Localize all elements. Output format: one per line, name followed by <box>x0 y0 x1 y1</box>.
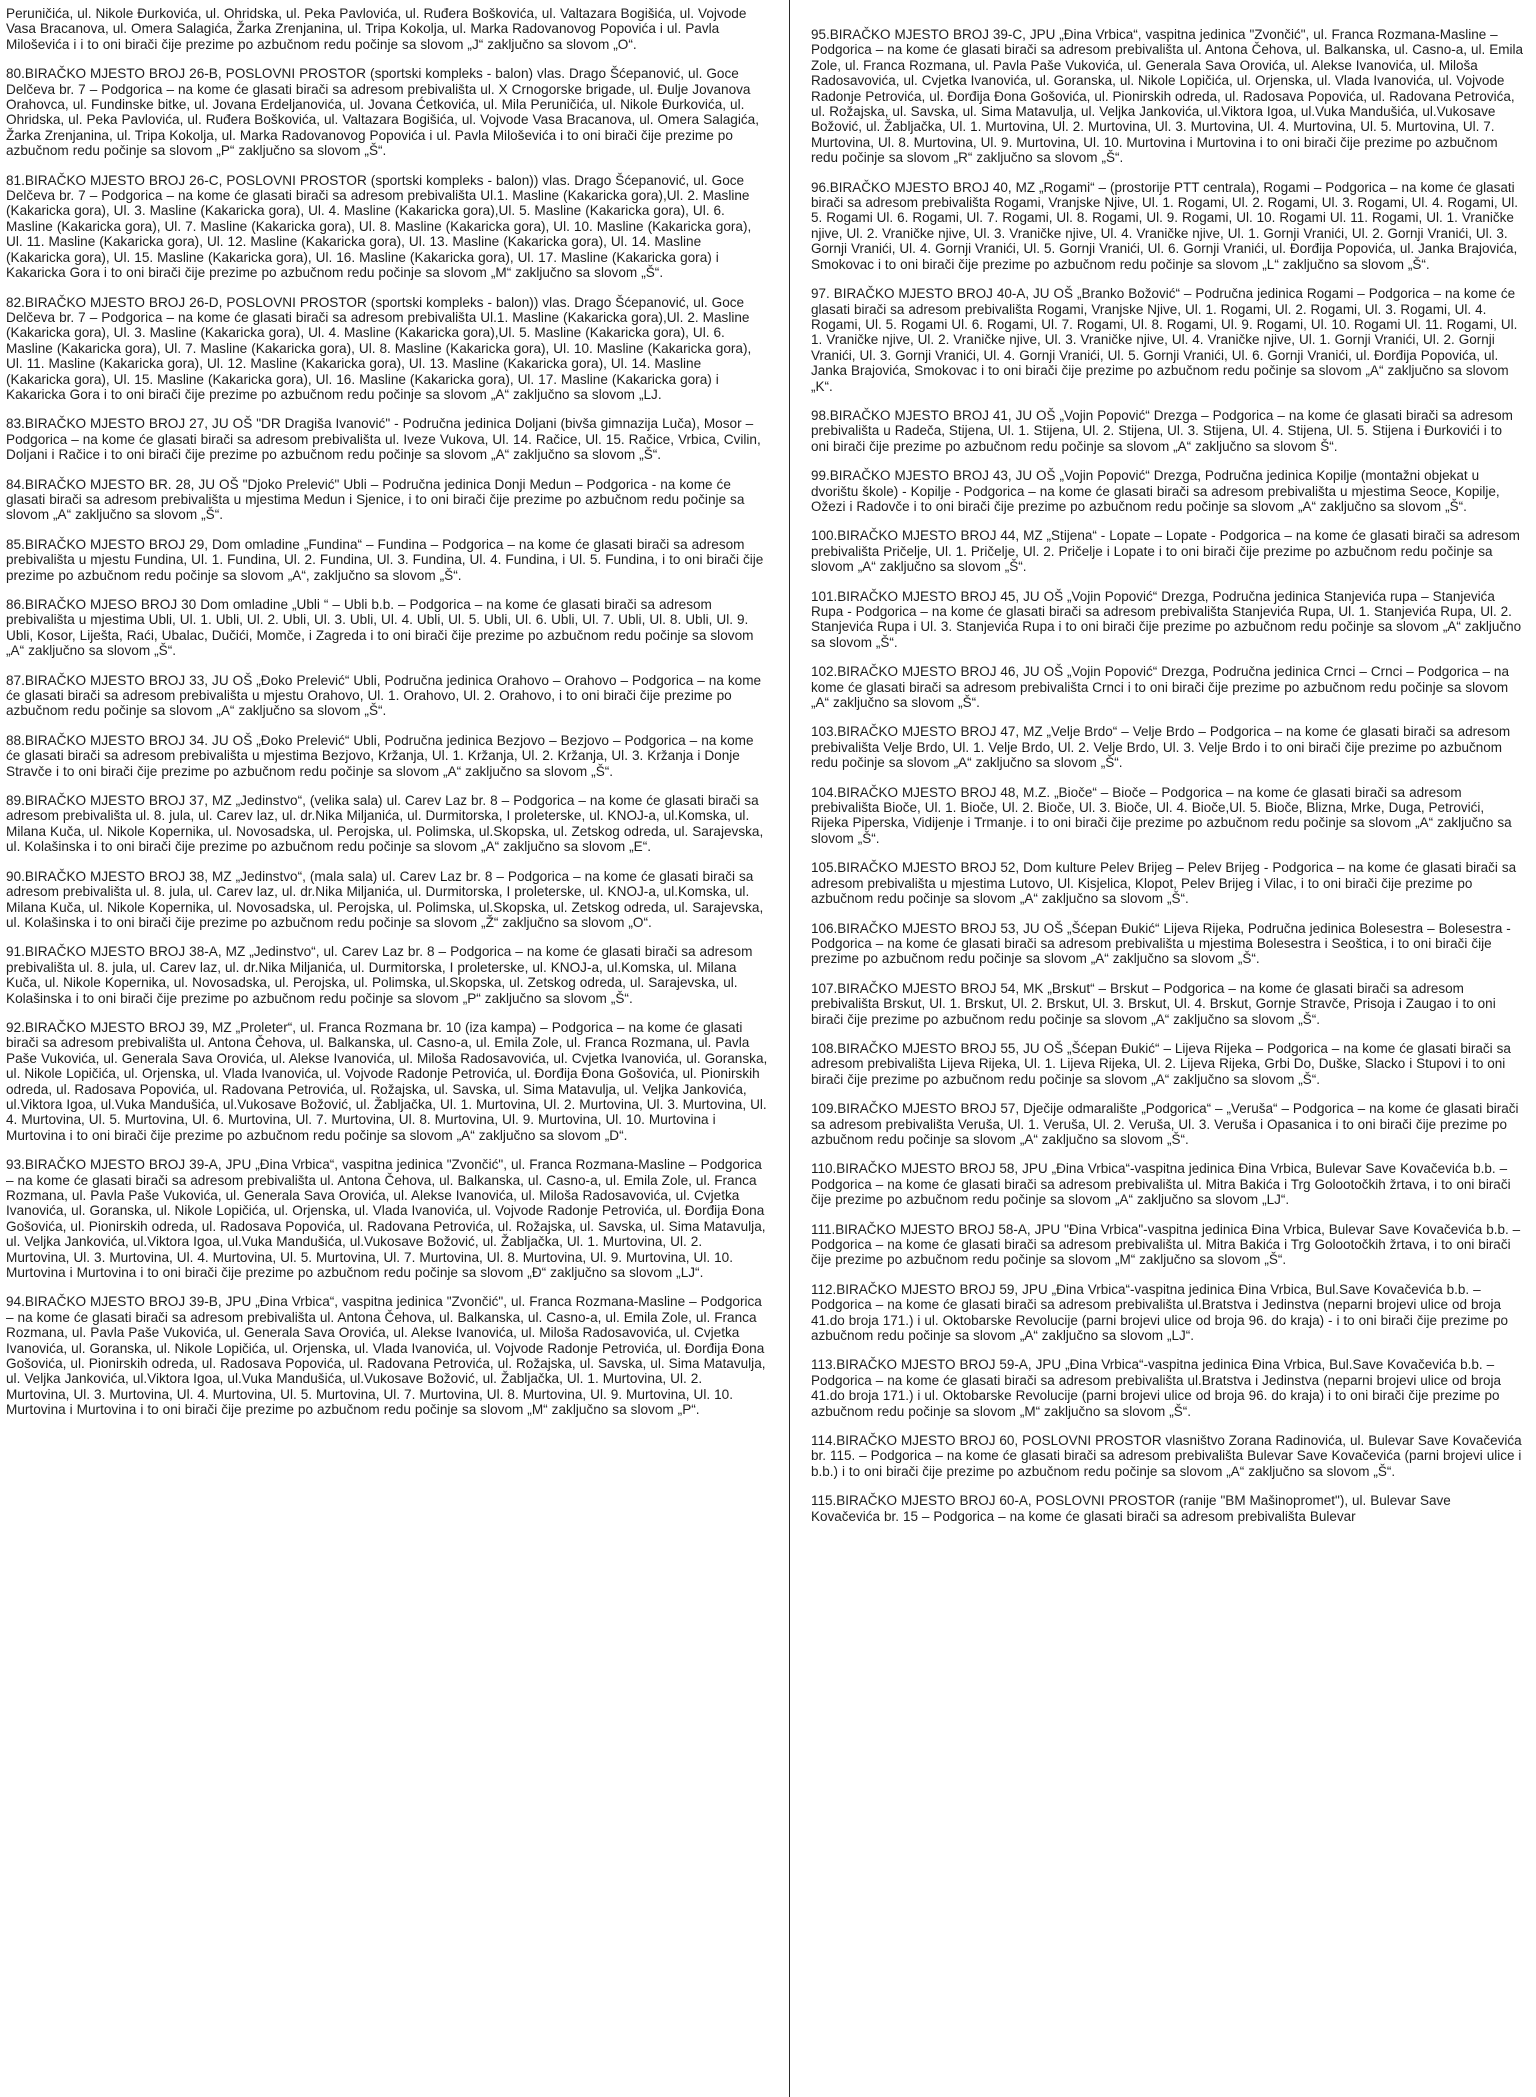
polling-station-entry: 96.BIRAČKO MJESTO BROJ 40, MZ „Rogami“ – (prostorije PTT centrala), Rogami – Podgorica – na kome će glasati birači sa adresom prebivališta Rogami, Vranjske Njive, Ul. 1. Rogami, Ul. 2. Rogami, Ul. 3. Rogami, Ul. 4. Rogami, Ul. 5. Rogami Ul. 6. Rogami, Ul. 7. Rogami, Ul. 8. Rogami, Ul. 9. Rogami, Ul. 10. Rogami Ul. 11. Rogami, Ul. 1. Vraničke njive, Ul. 2. Vraničke njive, Ul. 3. Vraničke njive, Ul. 4. Vraničke njive, Ul. 1. Gornji Vranići, Ul. 2. Gornji Vranići, Ul. 3. Gornji Vranići, Ul. 4. Gornji Vranići, Ul. 5. Gornji Vranići, Ul. 6. Gornji Vranići, ul. Đorđija Popovića, ul. Janka Brajovića, Smokovac i to oni birači čije prezime po azbučnom redu počinje sa slovom „L“ zaključno sa slovom „Š“. <box>811 179 1519 272</box>
polling-station-entry: 111.BIRAČKO MJESTO BROJ 58-A, JPU "Đina Vrbica"-vaspitna jedinica Đina Vrbica, Bulevar Save Kovačevića b.b. – Podgorica – na kome će glasati birači sa adresom prebivališta ul. Mitra Bakića i Trg Golootočkih žrtava, i to oni birači čije prezime po azbučnom redu počinje sa slovom „M“ zaključno sa slovom „Š“. <box>811 1221 1521 1268</box>
polling-station-entry: 101.BIRAČKO MJESTO BROJ 45, JU OŠ „Vojin Popović“ Drezga, Područna jedinica Stanjevića rupa – Stanjevića Rupa - Podgorica – na kome će glasati birači sa adresom prebivališta Stanjevića Rupa, Ul. 1. Stanjevića Rupa, Ul. 2. Stanjevića Rupa i Ul. 3. Stanjevića Rupa i to oni birači čije prezime po azbučnom redu počinje sa slovom „A“ zaključno sa slovom „Š“. <box>811 588 1522 650</box>
polling-station-entry: 109.BIRAČKO MJESTO BROJ 57, Dječije odmaralište „Podgorica“ – „Veruša“ – Podgorica – na kome će glasati birači sa adresom prebivališta Veruša, Ul. 1. Veruša, Ul. 2. Veruša, Ul. 3. Veruša i Opasanica i to oni birači čije prezime po azbučnom redu počinje sa slovom „A“ zaključno sa slovom „Š“. <box>811 1101 1519 1147</box>
polling-station-entry: 97. BIRAČKO MJESTO BROJ 40-A, JU OŠ „Branko Božović“ – Područna jedinica Rogami – Podgorica – na kome će glasati birači sa adresom prebivališta Rogami, Vranjske Njive, Ul. 1. Rogami, Ul. 2. Rogami, Ul. 3. Rogami, Ul. 4. Rogami, Ul. 5. Rogami Ul. 6. Rogami, Ul. 7. Rogami, Ul. 8. Rogami, Ul. 9. Rogami, Ul. 10. Rogami Ul. 11. Rogami, Ul. 1. Vraničke njive, Ul. 2. Vraničke njive, Ul. 3. Vraničke njive, Ul. 4. Vraničke njive, Ul. 1. Gornji Vranići, Ul. 2. Gornji Vranići, Ul. 3. Gornji Vranići, Ul. 4. Gornji Vranići, Ul. 5. Gornji Vranići, Ul. 6. Gornji Vranići, ul. Đorđija Popovića, ul. Janka Brajovića, Smokovac i to oni birači čije prezime po azbučnom redu počinje sa slovom „A“ zaključno sa slovom „K“. <box>811 286 1518 394</box>
polling-station-entry: Peruničića, ul. Nikole Đurkovića, ul. Ohridska, ul. Peka Pavlovića, ul. Ruđera Boškovića, ul. Valtazara Bogišića, ul. Vojvode Vasa Bracanova, ul. Omera Salagića, Žarka Zrenjanina, ul. Tripa Kokolja, ul. Marka Radovanovog Popovića i ul. Pavla Miloševića i i to oni birači čije prezime po azbučnom redu počinje sa slovom „J“ zaključno sa slovom „O“. <box>6 6 747 52</box>
polling-station-entry: 103.BIRAČKO MJESTO BROJ 47, MZ „Velje Brdo“ – Velje Brdo – Podgorica – na kome će glasati birači sa adresom prebivališta Velje Brdo, Ul. 1. Velje Brdo, Ul. 2. Velje Brdo, Ul. 3. Velje Brdo i to oni birači čije prezime po azbučnom redu počinje sa slovom „A“ zaključno sa slovom „Š“. <box>811 724 1511 771</box>
polling-station-entry: 114.BIRAČKO MJESTO BROJ 60, POSLOVNI PROSTOR vlasništvo Zorana Radinovića, ul. Bulevar Save Kovačevića br. 115. – Podgorica – na kome će glasati birači sa adresom prebivališta Bulevar Save Kovačevića (parni brojevi ulice i b.b.) i to oni birači čije prezime po azbučnom redu počinje sa slovom „A“ zaključno sa slovom „Š“. <box>811 1433 1522 1479</box>
left-column <box>6 6 768 1432</box>
polling-station-entry: 108.BIRAČKO MJESTO BROJ 55, JU OŠ „Šćepan Đukić“ – Lijeva Rijeka – Podgorica – na kome će glasati birači sa adresom prebivališta Lijeva Rijeka, Ul. 1. Lijeva Rijeka, Ul. 2. Lijeva Rijeka, Grbi Do, Duške, Slacko i Stupovi i to oni birači čije prezime po azbučnom redu počinje sa slovom „A“ zaključno sa slovom „Š“. <box>811 1040 1511 1087</box>
polling-station-entry: 85.BIRAČKO MJESTO BROJ 29, Dom omladine „Fundina“ – Fundina – Podgorica – na kome će glasati birači sa adresom prebivališta u mjestu Fundina, Ul. 1. Fundina, Ul. 2. Fundina, Ul. 3. Fundina, Ul. 4. Fundina, i Ul. 5. Fundina, i to oni birači čije prezime po azbučnom redu počinje sa slovom „A“, zaključno sa slovom „Š“. <box>6 536 764 583</box>
polling-station-entry: 110.BIRAČKO MJESTO BROJ 58, JPU „Đina Vrbica“-vaspitna jedinica Đina Vrbica, Bulevar Save Kovačevića b.b. – Podgorica – na kome će glasati birači sa adresom prebivališta ul. Mitra Bakića i Trg Golootočkih žrtava, i to oni birači čije prezime po azbučnom redu počinje sa slovom „A“ zaključno sa slovom „LJ“. <box>811 1161 1511 1208</box>
polling-station-entry: 105.BIRAČKO MJESTO BROJ 52, Dom kulture Pelev Brijeg – Pelev Brijeg - Podgorica – na kome će glasati birači sa adresom prebivališta u mjestima Lutovo, Ul. Kisjelica, Klopot, Pelev Brijeg i Vilac, i to oni birači čije prezime po azbučnom redu počinje sa slovom „A“ zaključno sa slovom „Š“. <box>811 860 1517 907</box>
polling-station-entry: 95.BIRAČKO MJESTO BROJ 39-C, JPU „Đina Vrbica“, vaspitna jedinica "Zvončić", ul. Franca Rozmana-Masline – Podgorica – na kome će glasati birači sa adresom prebivališta ul. Antona Čehova, ul. Balkanska, ul. Casno-a, ul. Emila Zole, ul. Franca Rozmana, ul. Pavla Paše Vukovića, ul. Generala Sava Orovića, ul. Alekse Ivanovića, ul. Miloša Radosavovića, ul. Cvjetka Ivanovića, ul. Goranska, ul. Nikole Lopičića, ul. Orjenska, ul. Vlada Ivanovića, ul. Vojvode Radonje Petrovića, ul. Đorđija Đona Gošovića, ul. Pionirskih odreda, ul. Radosava Popovića, ul. Radovana Petrovića, ul. Rožajska, ul. Savska, ul. Sima Matavulja, ul. Veljka Jankovića, ul.Viktora Igoa, ul.Vuka Mandušića, ul.Vukosave Božović, ul. Žabljačka, Ul. 1. Murtovina, Ul. 2. Murtovina, Ul. 3. Murtovina, Ul. 4. Murtovina, Ul. 5. Murtovina, Ul. 7. Murtovina, Ul. 8. Murtovina, Ul. 9. Murtovina, Ul. 10. Murtovina i Murtovina i to oni birači čije prezime po azbučnom redu počinje sa slovom „R“ zaključno sa slovom „Š“. <box>811 27 1523 166</box>
polling-station-entry: 81.BIRAČKO MJESTO BROJ 26-C, POSLOVNI PROSTOR (sportski kompleks - balon)) vlas. Drago Šćepanović, ul. Goce Delčeva br. 7 – Podgorica – na kome će glasati birači sa adresom prebivališta Ul.1. Masline (Kakaricka gora),Ul. 2. Masline (Kakaricka gora), Ul. 3. Masline (Kakaricka gora), Ul. 4. Masline (Kakaricka gora),Ul. 5. Masline (Kakaricka gora), Ul. 6. Masline (Kakaricka gora), Ul. 7. Masline (Kakaricka gora), Ul. 8. Masline (Kakaricka gora), Ul. 10. Masline (Kakaricka gora), Ul. 11. Masline (Kakaricka gora), Ul. 12. Masline (Kakaricka gora), Ul. 13. Masline (Kakaricka gora), Ul. 14. Masline (Kakaricka gora), Ul. 15. Masline (Kakaricka gora), Ul. 16. Masline (Kakaricka gora), Ul. 17. Masline (Kakaricka gora) i Kakaricka Gora i to oni birači čije prezime po azbučnom redu počinje sa slovom „M“ zaključno sa slovom „Š“. <box>6 172 752 281</box>
polling-station-entry: 88.BIRAČKO MJESTO BROJ 34. JU OŠ „Đoko Prelević“ Ubli, Područna jedinica Bezjovo – Bezjovo – Podgorica – na kome će glasati birači sa adresom prebivališta u mjestima Bezjovo, Kržanja, Ul. 1. Kržanja, Ul. 2. Kržanja, Ul. 3. Kržanja i Donje Stravče i to oni birači čije prezime po azbučnom redu počinje sa slovom „A“ zaključno sa slovom „Š“. <box>6 732 754 779</box>
polling-station-entry: 83.BIRAČKO MJESTO BROJ 27, JU OŠ "DR Dragiša Ivanović" - Područna jedinica Doljani (bivša gimnazija Luča), Mosor – Podgorica – na kome će glasati birači sa adresom prebivališta ul. Iveze Vukova, Ul. 14. Račice, Ul. 15. Račice, Vrbica, Cvilin, Doljani i Račice i to oni birači čije prezime po azbučnom redu počinje sa slovom „A“ zaključno sa slovom „Š“. <box>6 416 761 463</box>
polling-station-entry: 94.BIRAČKO MJESTO BROJ 39-B, JPU „Đina Vrbica“, vaspitna jedinica "Zvončić", ul. Franca Rozmana-Masline – Podgorica – na kome će glasati birači sa adresom prebivališta ul. Antona Čehova, ul. Balkanska, ul. Casno-a, ul. Emila Zole, ul. Franca Rozmana, ul. Pavla Paše Vukovića, ul. Generala Sava Orovića, ul. Alekse Ivanovića, ul. Miloša Radosavovića, ul. Cvjetka Ivanovića, ul. Goranska, ul. Nikole Lopičića, ul. Orjenska, ul. Vlada Ivanovića, ul. Vojvode Radonje Petrovića, ul. Đorđija Đona Gošovića, ul. Pionirskih odreda, ul. Radosava Popovića, ul. Radovana Petrovića, ul. Rožajska, ul. Savska, ul. Sima Matavulja, ul. Veljka Jankovića, ul.Viktora Igoa, ul.Vuka Mandušića, ul.Vukosave Božović, ul. Žabljačka, Ul. 1. Murtovina, Ul. 2. Murtovina, Ul. 3. Murtovina, Ul. 4. Murtovina, Ul. 5. Murtovina, Ul. 7. Murtovina, Ul. 8. Murtovina, Ul. 9. Murtovina, Ul. 10. Murtovina i Murtovina i to oni birači čije prezime po azbučnom redu počinje sa slovom „M“ zaključno sa slovom „P“. <box>6 1294 766 1418</box>
polling-station-entry: 87.BIRAČKO MJESTO BROJ 33, JU OŠ „Đoko Prelević“ Ubli, Područna jedinica Orahovo – Orahovo – Podgorica – na kome će glasati birači sa adresom prebivališta u mjestu Orahovo, Ul. 1. Orahovo, Ul. 2. Orahovo, i to oni birači čije prezime po azbučnom redu počinje sa slovom „A“ zaključno sa slovom „Š“. <box>6 672 762 719</box>
column-divider <box>789 0 790 2097</box>
polling-station-entry: 104.BIRAČKO MJESTO BROJ 48, M.Z. „Bioče“ – Bioče – Podgorica – na kome će glasati birači sa adresom prebivališta Bioče, Ul. 1. Bioče, Ul. 2. Bioče, Ul. 3. Bioče, Ul. 4. Bioče,Ul. 5. Bioče, Blizna, Mrke, Duga, Petrovići, Rijeka Piperska, Vidijenje i Trmanje. i to oni birači čije prezime po azbučnom redu počinje sa slovom „A“ zaključno sa slovom „Š“. <box>811 784 1512 846</box>
polling-station-entry: 90.BIRAČKO MJESTO BROJ 38, MZ „Jedinstvo“, (mala sala) ul. Carev Laz br. 8 – Podgorica – na kome će glasati birači sa adresom prebivališta ul. 8. jula, ul. Carev laz, ul. dr.Nika Miljanića, ul. Durmitorska, I proleterske, ul. KNOJ-a, ul.Komska, ul. Milana Kuča, ul. Nikole Kopernika, ul. Novosadska, ul. Perojska, ul. Polimska, ul.Skopska, ul. Zetskog odreda, ul. Sarajevska, ul. Kolašinska i to oni birači čije prezime po azbučnom redu počinje sa slovom „Ž“ zaključno sa slovom „O“. <box>6 868 764 930</box>
polling-station-entry: 91.BIRAČKO MJESTO BROJ 38-A, MZ „Jedinstvo“, ul. Carev Laz br. 8 – Podgorica – na kome će glasati birači sa adresom prebivališta ul. 8. jula, ul. Carev laz, ul. dr.Nika Miljanića, ul. Durmitorska, I proleterske, ul. KNOJ-a, ul.Komska, ul. Milana Kuča, ul. Nikole Kopernika, ul. Novosadska, ul. Perojska, ul. Polimska, ul.Skopska, ul. Zetskog odreda, ul. Sarajevska, ul. Kolašinska i to oni birači čije prezime po azbučnom redu počinje sa slovom „P“ zaključno sa slovom „Š“. <box>6 944 753 1006</box>
polling-station-entry: 112.BIRAČKO MJESTO BROJ 59, JPU „Đina Vrbica“-vaspitna jedinica Đina Vrbica, Bul.Save Kovačevića b.b. – Podgorica – na kome će glasati birači sa adresom prebivališta ul.Bratstva i Jedinstva (neparni brojevi ulice od broja 41.do broja 171.) i ul. Oktobarske Revolucije (parni brojevi ulice od broja 96. do kraja) - i to oni birači čije prezime po azbučnom redu počinje sa slovom „A“ zaključno sa slovom „LJ“. <box>811 1281 1508 1344</box>
polling-station-entry: 106.BIRAČKO MJESTO BROJ 53, JU OŠ „Šćepan Đukić“ Lijeva Rijeka, Područna jedinica Bolesestra – Bolesestra - Podgorica – na kome će glasati birači sa adresom prebivališta u mjestima Bolesestra i Seoštica, i to oni birači čije prezime po azbučnom redu počinje sa slovom „A“ zaključno sa slovom „Š“. <box>811 920 1511 967</box>
polling-station-entry: 115.BIRAČKO MJESTO BROJ 60-A, POSLOVNI PROSTOR (ranije "BM Mašinopromet"), ul. Bulevar Save Kovačevića br. 15 – Podgorica – na kome će glasati birači sa adresom prebivališta Bulevar <box>811 1493 1451 1524</box>
polling-station-entry: 80.BIRAČKO MJESTO BROJ 26-B, POSLOVNI PROSTOR (sportski kompleks - balon) vlas. Drago Šćepanović, ul. Goce Delčeva br. 7 – Podgorica – na kome će glasati birači sa adresom prebivališta ul. X Crnogorske brigade, ul. Đulje Jovanova Orahovca, ul. Fundinske bitke, ul. Jovana Erdeljanovića, ul. Jovana Ćetkovića, ul. Mila Peruničića, ul. Nikole Đurkovića, ul. Ohridska, ul. Peka Pavlovića, ul. Ruđera Boškovića, ul. Valtazara Bogišića, ul. Vojvode Vasa Bracanova, ul. Omera Salagića, Žarka Zrenjanina, ul. Tripa Kokolja, ul. Marka Radovanovog Popovića i ul. Pavla Miloševića i to oni birači čije prezime po azbučnom redu počinje sa slovom „P“ zaključno sa slovom „Š“. <box>6 66 759 159</box>
polling-station-entry: 102.BIRAČKO MJESTO BROJ 46, JU OŠ „Vojin Popović“ Drezga, Područna jedinica Crnci – Crnci – Podgorica – na kome će glasati birači sa adresom prebivališta Crnci i to oni birači čije prezime po azbučnom redu počinje sa slovom „A“ zaključno sa slovom „Š“. <box>811 664 1509 711</box>
polling-station-entry: 84.BIRAČKO MJESTO BR. 28, JU OŠ "Djoko Prelević" Ubli – Područna jedinica Donji Medun – Podgorica - na kome će glasati birači sa adresom prebivališta u mjestima Medun i Sjenice, i to oni birači čije prezime po azbučnom redu počinje sa slovom „A“ zaključno sa slovom „Š“. <box>6 476 745 523</box>
polling-station-entry: 93.BIRAČKO MJESTO BROJ 39-A, JPU „Đina Vrbica“, vaspitna jedinica "Zvončić", ul. Franca Rozmana-Masline – Podgorica – na kome će glasati birači sa adresom prebivališta ul. Antona Čehova, ul. Balkanska, ul. Casno-a, ul. Emila Zole, ul. Franca Rozmana, ul. Pavla Paše Vukovića, ul. Generala Sava Orovića, ul. Alekse Ivanovića, ul. Miloša Radosavovića, ul. Cvjetka Ivanovića, ul. Goranska, ul. Nikole Lopičića, ul. Orjenska, ul. Vlada Ivanovića, ul. Vojvode Radonje Petrovića, ul. Đorđija Đona Gošovića, ul. Pionirskih odreda, ul. Radosava Popovića, ul. Radovana Petrovića, ul. Rožajska, ul. Savska, ul. Sima Matavulja, ul. Veljka Jankovića, ul.Viktora Igoa, ul.Vuka Mandušića, ul.Vukosave Božović, ul. Žabljačka, Ul. 1. Murtovina, Ul. 2. Murtovina, Ul. 3. Murtovina, Ul. 4. Murtovina, Ul. 5. Murtovina, Ul. 7. Murtovina, Ul. 8. Murtovina, Ul. 9. Murtovina, Ul. 10. Murtovina i Murtovina i to oni birači čije prezime po azbučnom redu počinje sa slovom „Đ“ zaključno sa slovom „LJ“. <box>6 1157 766 1281</box>
polling-station-entry: 107.BIRAČKO MJESTO BROJ 54, MK „Brskut“ – Brskut – Podgorica – na kome će glasati birači sa adresom prebivališta Brskut, Ul. 1. Brskut, Ul. 2. Brskut, Ul. 3. Brskut, Ul. 4. Brskut, Gornje Stravče, Prisoja i Zaugao i to oni birači čije prezime po azbučnom redu počinje sa slovom „A“ zaključno sa slovom „Š“. <box>811 980 1496 1027</box>
polling-station-entry: 100.BIRAČKO MJESTO BROJ 44, MZ „Stijena“ - Lopate – Lopate - Podgorica – na kome će glasati birači sa adresom prebivališta Pričelje, Ul. 1. Pričelje, Ul. 2. Pričelje i Lopate i to oni birači čije prezime po azbučnom redu počinje sa slovom „A“ zaključno sa slovom „Š“. <box>811 528 1520 575</box>
polling-station-entry: 99.BIRAČKO MJESTO BROJ 43, JU OŠ „Vojin Popović“ Drezga, Područna jedinica Kopilje (montažni objekat u dvorištu škole) - Kopilje - Podgorica – na kome će glasati birači sa adresom prebivališta u mjestima Seoce, Kopilje, Ožezi i Radovče i to oni birači čije prezime po azbučnom redu počinje sa slovom „A“ zaključno sa slovom „Š“. <box>811 468 1500 514</box>
polling-station-entry: 89.BIRAČKO MJESTO BROJ 37, MZ „Jedinstvo“, (velika sala) ul. Carev Laz br. 8 – Podgorica – na kome će glasati birači sa adresom prebivališta ul. 8. jula, ul. Carev laz, ul. dr.Nika Miljanića, ul. Durmitorska, I proleterske, ul. KNOJ-a, ul.Komska, ul. Milana Kuča, ul. Nikole Kopernika, ul. Novosadska, ul. Perojska, ul. Polimska, ul.Skopska, ul. Zetskog odreda, ul. Sarajevska, ul. Kolašinska i to oni birači čije prezime po azbučnom redu počinje sa slovom „A“ zaključno sa slovom „E“. <box>6 793 764 855</box>
polling-station-entry: 86.BIRAČKO MJESO BROJ 30 Dom omladine „Ubli “ – Ubli b.b. – Podgorica – na kome će glasati birači sa adresom prebivališta u mjestima Ubli, Ul. 1. Ubli, Ul. 2. Ubli, Ul. 3. Ubli, Ul. 4. Ubli, Ul. 5. Ubli, Ul. 6. Ubli, Ul. 7. Ubli, Ul. 8. Ubli, Ul. 9. Ubli, Kosor, Liješta, Raći, Ubalac, Dučići, Momče, i Zagreda i to oni birači čije prezime po azbučnom redu počinje sa slovom „A“ zaključno sa slovom „Š“. <box>6 597 754 659</box>
polling-station-entry: 98.BIRAČKO MJESTO BROJ 41, JU OŠ „Vojin Popović“ Drezga – Podgorica – na kome će glasati birači sa adresom prebivališta u Radeča, Stijena, Ul. 1. Stijena, Ul. 2. Stijena, Ul. 3. Stijena, Ul. 4. Stijena, Ul. 5. Stijena i Đurkovići i to oni birači čije prezime po azbučnom redu počinje sa slovom „A“ zaključno sa slovom Š“. <box>811 407 1513 454</box>
polling-station-entry: 82.BIRAČKO MJESTO BROJ 26-D, POSLOVNI PROSTOR (sportski kompleks - balon)) vlas. Drago Šćepanović, ul. Goce Delčeva br. 7 – Podgorica – na kome će glasati birači sa adresom prebivališta Ul.1. Masline (Kakaricka gora),Ul. 2. Masline (Kakaricka gora), Ul. 3. Masline (Kakaricka gora), Ul. 4. Masline (Kakaricka gora),Ul. 5. Masline (Kakaricka gora), Ul. 6. Masline (Kakaricka gora), Ul. 7. Masline (Kakaricka gora), Ul. 8. Masline (Kakaricka gora), Ul. 10. Masline (Kakaricka gora), Ul. 11. Masline (Kakaricka gora), Ul. 12. Masline (Kakaricka gora), Ul. 13. Masline (Kakaricka gora), Ul. 14. Masline (Kakaricka gora), Ul. 15. Masline (Kakaricka gora), Ul. 16. Masline (Kakaricka gora), Ul. 17. Masline (Kakaricka gora) i Kakaricka Gora i to oni birači čije prezime po azbučnom redu počinje sa slovom „A“ zaključno sa slovom „LJ. <box>6 294 752 402</box>
right-column <box>811 27 1523 1538</box>
polling-station-entry: 113.BIRAČKO MJESTO BROJ 59-A, JPU „Đina Vrbica“-vaspitna jedinica Đina Vrbica, Bul.Save Kovačevića b.b. – Podgorica – na kome će glasati birači sa adresom prebivališta ul.Bratstva i Jedinstva (neparni brojevi ulice od broja 41.do broja 171.) i ul. Oktobarske Revolucije (parni brojevi ulice od broja 96. do kraja) i to oni birači čije prezime po azbučnom redu počinje sa slovom „M“ zaključno sa slovom „Š“. <box>811 1357 1502 1419</box>
polling-station-entry: 92.BIRAČKO MJESTO BROJ 39, MZ „Proleter“, ul. Franca Rozmana br. 10 (iza kampa) – Podgorica – na kome će glasati birači sa adresom prebivališta ul. Antona Čehova, ul. Balkanska, ul. Casno-a, ul. Emila Zole, ul. Franca Rozmana, ul. Pavla Paše Vukovića, ul. Generala Sava Orovića, ul. Alekse Ivanovića, ul. Miloša Radosavovića, ul. Cvjetka Ivanovića, ul. Goranska, ul. Nikole Lopičića, ul. Orjenska, ul. Vlada Ivanovića, ul. Vojvode Radonje Petrovića, ul. Đorđija Đona Gošovića, ul. Pionirskih odreda, ul. Radosava Popovića, ul. Radovana Petrovića, ul. Rožajska, ul. Savska, ul. Sima Matavulja, ul. Veljka Jankovića, ul.Viktora Igoa, ul.Vuka Mandušića, ul.Vukosave Božović, ul. Žabljačka, Ul. 1. Murtovina, Ul. 2. Murtovina, Ul. 3. Murtovina, Ul. 4. Murtovina, Ul. 5. Murtovina, Ul. 6. Murtovina, Ul. 7. Murtovina, Ul. 8. Murtovina, Ul. 9. Murtovina, Ul. 10. Murtovina i Murtovina i to oni birači čije prezime po azbučnom redu počinje sa slovom „A“ zaključno sa slovom „D“. <box>6 1019 768 1143</box>
